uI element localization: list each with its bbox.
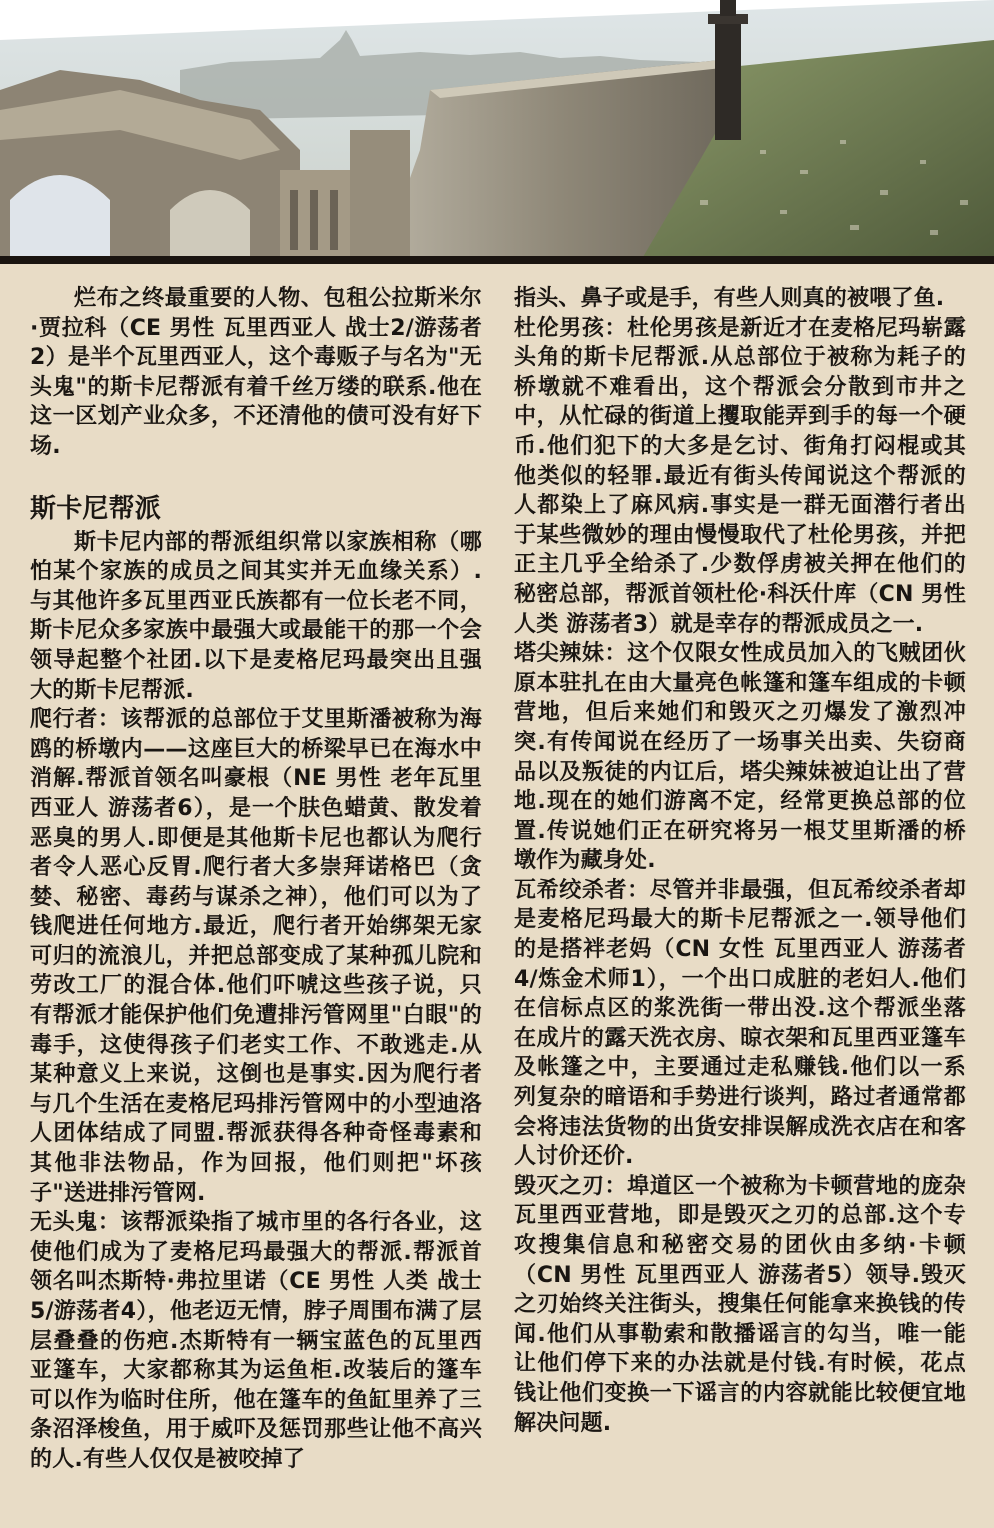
- gang-description-crawlers: 该帮派的总部位于艾里斯潘被称为海鸥的桥墩内——这座巨大的桥梁早已在海水中消解.帮派首领名叫豪根（NE 男性 老年瓦里西亚人 游荡者6），是一个肤色蜡黄、散发着恶臭的男人.即便是其他斯卡尼也都认为爬行者令人恶心反胃.爬行者大多崇拜诺格巴（贪婪、秘密、毒药与谋杀之神），他们可以为了钱爬进任何地方.最近，爬行者开始绑架无家可归的流浪儿，并把总部变成了某种孤儿院和劳改工厂的混合体.他们吓唬这些孩子说，只有帮派才能保护他们免遭排污管网里"白眼"的毒手，这使得孩子们老实工作、不敢逃走.从某种意义上来说，这倒也是事实.因为爬行者与几个生活在麦格尼玛排污管网中的小型迪洛人团体结成了同盟.帮派获得各种奇怪毒素和其他非法物品，作为回报，他们则把"坏孩子"送进排污管网.: [30, 707, 482, 1206]
- gang-name-headless: 无头鬼：: [30, 1210, 121, 1236]
- gang-entry-spire: [514, 639, 966, 876]
- intro-paragraph: 烂布之终最重要的人物、包租公拉斯米尔·贾拉科（CE 男性 瓦里西亚人 战士2/游荡者2）是半个瓦里西亚人，这个毒贩子与名为"无头鬼"的斯卡尼帮派有着千丝万缕的联系.他在这一区划产业众多，不还清他的债可没有好下场.: [30, 286, 482, 459]
- gang-name-spire: 塔尖辣妹：: [514, 641, 628, 667]
- gang-entry-durin: [514, 314, 966, 640]
- gang-entry-ruin: [514, 1172, 966, 1438]
- gang-description-ruin: 埠道区一个被称为卡顿营地的庞杂瓦里西亚营地，即是毁灭之刃的总部.这个专攻搜集信息和秘密交易的团伙由多纳·卡顿（CN 男性 瓦里西亚人 游荡者5）领导.毁灭之刃始终关注街头，搜集任何能拿来换钱的传闻.他们从事勒索和散播谣言的勾当，唯一能让他们停下来的办法就是付钱.有时候，花点钱让他们变换一下谣言的内容就能比较便宜地解决问题.: [514, 1173, 966, 1436]
- gang-entry-crawlers: [30, 705, 482, 1208]
- gang-description-headless: 该帮派染指了城市里的各行各业，这使他们成为了麦格尼玛最强大的帮派.帮派首领名叫杰斯特·弗拉里诺（CE 男性 人类 战士5/游荡者4），他老迈无情，脖子周围布满了层层叠叠的伤疤.杰斯特有一辆宝蓝色的瓦里西亚篷车，大家都称其为运鱼柜.改装后的篷车可以作为临时住所，他在篷车的鱼缸里养了三条沼泽梭鱼，用于威吓及惩罚那些让他不高兴的人.有些人仅仅是被咬掉了: [30, 1210, 482, 1472]
- gang-description-waxi: 尽管并非最强，但瓦希绞杀者却是麦格尼玛最大的斯卡尼帮派之一.领导他们的是搭袢老妈（CN 女性 瓦里西亚人 游荡者4/炼金术师1），一个出口成脏的老妇人.他们在信标点区的浆洗街一带出没.这个帮派坐落在成片的露天洗衣房、晾衣架和瓦里西亚篷车及帐篷之中，主要通过走私赚钱.他们以一系列复杂的暗语和手势进行谈判，路过者通常都会将违法货物的出货安排误解成洗衣店在和客人讨价还价.: [514, 877, 966, 1170]
- gang-entry-waxi: [514, 876, 966, 1172]
- right-column: [514, 284, 966, 1438]
- gang-description-spire: 这个仅限女性成员加入的飞贼团伙原本驻扎在由大量亮色帐篷和篷车组成的卡顿营地，但后来她们和毁灭之刃爆发了激烈冲突.有传闻说在经历了一场事关出卖、失窃商品以及叛徒的内讧后，塔尖辣妹被迫让出了营地.现在的她们游离不定，经常更换总部的位置.传说她们正在研究将另一根艾里斯潘的桥墩作为藏身处.: [514, 641, 966, 874]
- section-heading: 斯卡尼帮派: [30, 493, 162, 524]
- continued-paragraph: 指头、鼻子或是手，有些人则真的被喂了鱼.: [514, 286, 945, 311]
- city-wall-illustration: [0, 0, 994, 262]
- header-illustration: [0, 0, 994, 262]
- gang-name-ruin: 毁灭之刃：: [514, 1173, 628, 1199]
- gang-name-durin: 杜伦男孩：: [514, 315, 628, 341]
- gang-name-crawlers: 爬行者：: [30, 707, 121, 733]
- section-intro-paragraph: 斯卡尼内部的帮派组织常以家族相称（哪怕某个家族的成员之间其实并无血缘关系）.与其他许多瓦里西亚氏族都有一位长老不同，斯卡尼众多家族中最强大或最能干的那一个会领导起整个社团.以下是麦格尼玛最突出且强大的斯卡尼帮派.: [30, 529, 482, 703]
- gang-name-waxi: 瓦希绞杀者：: [514, 877, 650, 903]
- gang-description-durin: 杜伦男孩是新近才在麦格尼玛崭露头角的斯卡尼帮派.从总部位于被称为耗子的桥墩就不难看出，这个帮派会分散到市井之中，从忙碌的街道上攫取能弄到手的每一个硬币.他们犯下的大多是乞讨、街角打闷棍或其他类似的轻罪.最近有街头传闻说这个帮派的人都染上了麻风病.事实是一群无面潜行者出于某些微妙的理由慢慢取代了杜伦男孩，并把正主几乎全给杀了.少数俘虏被关押在他们的秘密总部，帮派首领杜伦·科沃什库（CN 男性 人类 游荡者3）就是幸存的帮派成员之一.: [514, 315, 966, 637]
- section-spacer: [30, 462, 482, 492]
- header-divider: [0, 256, 994, 264]
- left-column: [30, 284, 482, 1475]
- gang-entry-headless: [30, 1208, 482, 1474]
